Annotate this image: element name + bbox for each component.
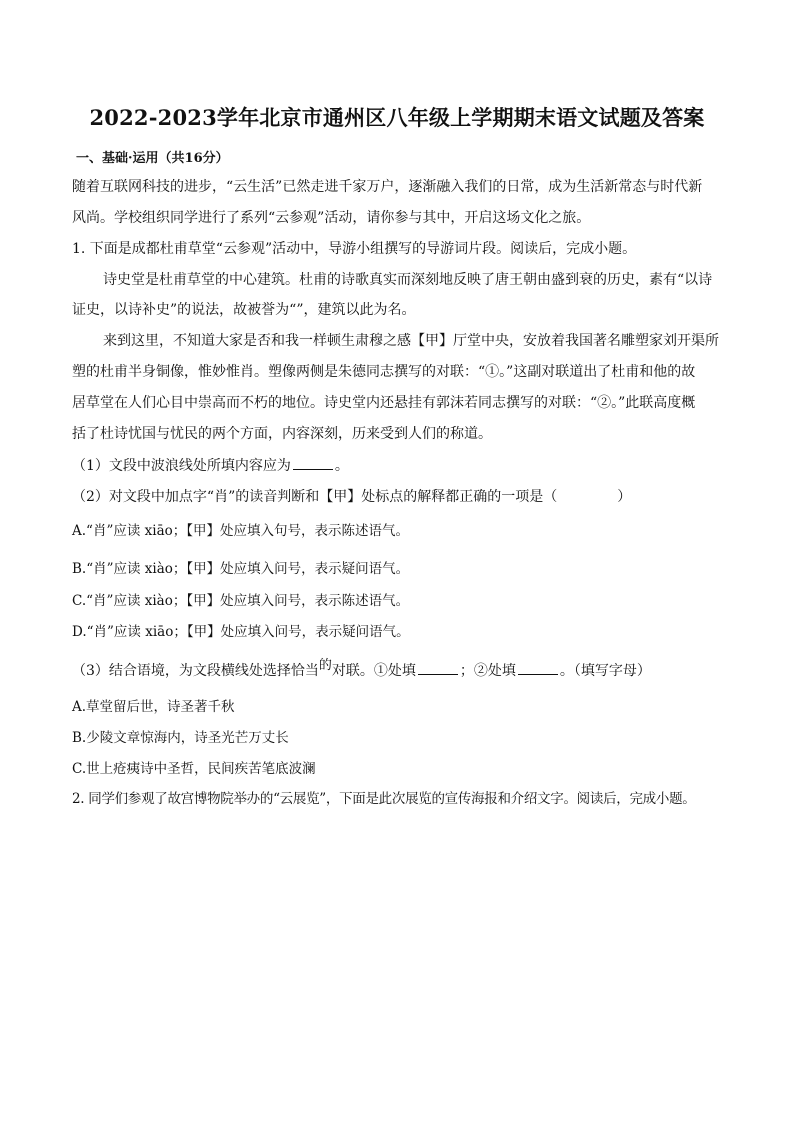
option-d: D.“肖”应读 xiāo；【甲】处应填入问号，表示疑问语气。 <box>72 624 410 640</box>
couplet-option-c: C.世上疮痍诗中圣哲，民间疾苦笔底波澜 <box>72 761 316 777</box>
subquestion-2-close: ） <box>617 489 632 505</box>
subquestion-1-text: （1）文段中波浪线处所填内容应为 <box>72 458 291 474</box>
subquestion-2-text: （2）对文段中加点字“肖”的读音判断和【甲】处标点的解释都正确的一项是（ <box>72 489 558 505</box>
option-c: C.“肖”应读 xiào；【甲】处应填入问号，表示陈述语气。 <box>72 593 410 609</box>
subquestion-3-mid-1: 对联。①处填 <box>331 663 416 679</box>
option-a: A.“肖”应读 xiāo；【甲】处应填入句号，表示陈述语气。 <box>72 523 409 539</box>
subquestion-1-end: 。 <box>334 458 349 474</box>
intro-line-2: 风尚。学校组织同学进行了系列“云参观”活动，请你参与其中，开启这场文化之旅。 <box>72 210 591 226</box>
passage-para-2-line-2: 塑的杜甫半身铜像，惟妙惟肖。塑像两侧是朱德同志撰写的对联：“①。”这副对联道出了杜甫和他的故 <box>72 364 696 380</box>
subquestion-3 <box>72 658 651 682</box>
subquestion-3-text: （3）结合语境，为文段横线处选择恰当 <box>72 663 319 679</box>
passage-para-2-line-4: 括了杜诗忧国与忧民的两个方面，内容深刻，历来受到人们的称道。 <box>72 426 492 442</box>
page-title: 2022-2023学年北京市通州区八年级上学期期末语文试题及答案 <box>89 105 705 130</box>
couplet-option-a: A.草堂留后世，诗圣著千秋 <box>72 699 235 715</box>
subquestion-3-mid-2: ；②处填 <box>459 663 516 679</box>
couplet-option-b: B.少陵文章惊海内，诗圣光芒万丈长 <box>72 730 289 746</box>
passage-para-2-line-3: 居草堂在人们心目中崇高而不朽的地位。诗史堂内还悬挂有郭沫若同志撰写的对联：“②。”此联高度概 <box>72 395 696 411</box>
answer-blank-1[interactable] <box>418 662 458 675</box>
answer-blank[interactable] <box>293 457 333 470</box>
passage-para-1-line-2: 证史，以诗补史”的说法，故被誉为“”，建筑以此为名。 <box>72 302 416 318</box>
question-2-stem: 2. 同学们参观了故宫博物院举办的“云展览”，下面是此次展览的宣传海报和介绍文字。阅读后，完成小题。 <box>72 791 696 807</box>
option-b: B.“肖”应读 xiào；【甲】处应填入问号，表示疑问语气。 <box>72 561 410 577</box>
question-1-stem: 1. 下面是成都杜甫草堂“云参观”活动中，导游小组撰写的导游词片段。阅读后，完成小题。 <box>72 241 637 257</box>
intro-line-1: 随着互联网科技的进步，“云生活”已然走进千家万户，逐渐融入我们的日常，成为生活新常态与时代新 <box>72 179 703 195</box>
passage-para-2-line-1: 来到这里，不知道大家是否和我一样顿生肃穆之感【甲】厅堂中央，安放着我国著名雕塑家刘开渠所 <box>103 333 719 349</box>
passage-para-1-line-1: 诗史堂是杜甫草堂的中心建筑。杜甫的诗歌真实而深刻地反映了唐王朝由盛到衰的历史，素有“以诗 <box>103 272 713 288</box>
subquestion-3-end: 。（填写字母） <box>559 663 651 679</box>
answer-blank-2[interactable] <box>518 662 558 675</box>
subquestion-3-raised-char: 的 <box>318 658 332 673</box>
section-heading: 一、基础·运用（共16分） <box>76 151 229 166</box>
subquestion-1 <box>72 456 349 476</box>
subquestion-2 <box>72 487 631 507</box>
